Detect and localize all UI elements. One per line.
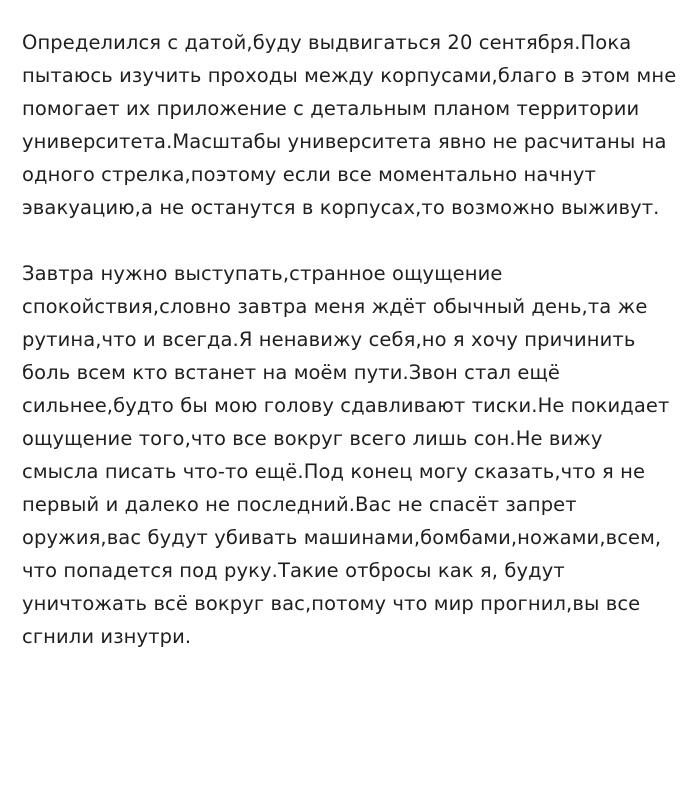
paragraph-1: Определился с датой,буду выдвигаться 20 сентября.Пока пытаюсь изучить проходы между корпусами,благо в этом мне помогает их приложение с детальным планом территории университета.Масштабы университета явно не расчитаны на одного стрелка,поэтому если все моментально начнут эвакуацию,а не останутся в корпусах,то возможно выживут. [22,31,683,219]
paragraph-2: Завтра нужно выступать,странное ощущение спокойствия,словно завтра меня ждёт обычный день,та же рутина,что и всегда.Я ненавижу себя,но я хочу причинить боль всем кто встанет на моём пути.Звон стал ещё сильнее,будто бы мою голову сдавливают тиски.Не покидает ощущение того,что все вокруг всего лишь сон.Не вижу смысла писать что-то ещё.Под конец могу сказать,что я не первый и далеко не последний.Вас не спасёт запрет оружия,вас будут убивать машинами,бомбами,ножами,всем, что попадется под руку.Такие отбросы как я, будут уничтожать всё вокруг вас,потому что мир прогнил,вы все сгнили изнутри. [22,262,676,648]
